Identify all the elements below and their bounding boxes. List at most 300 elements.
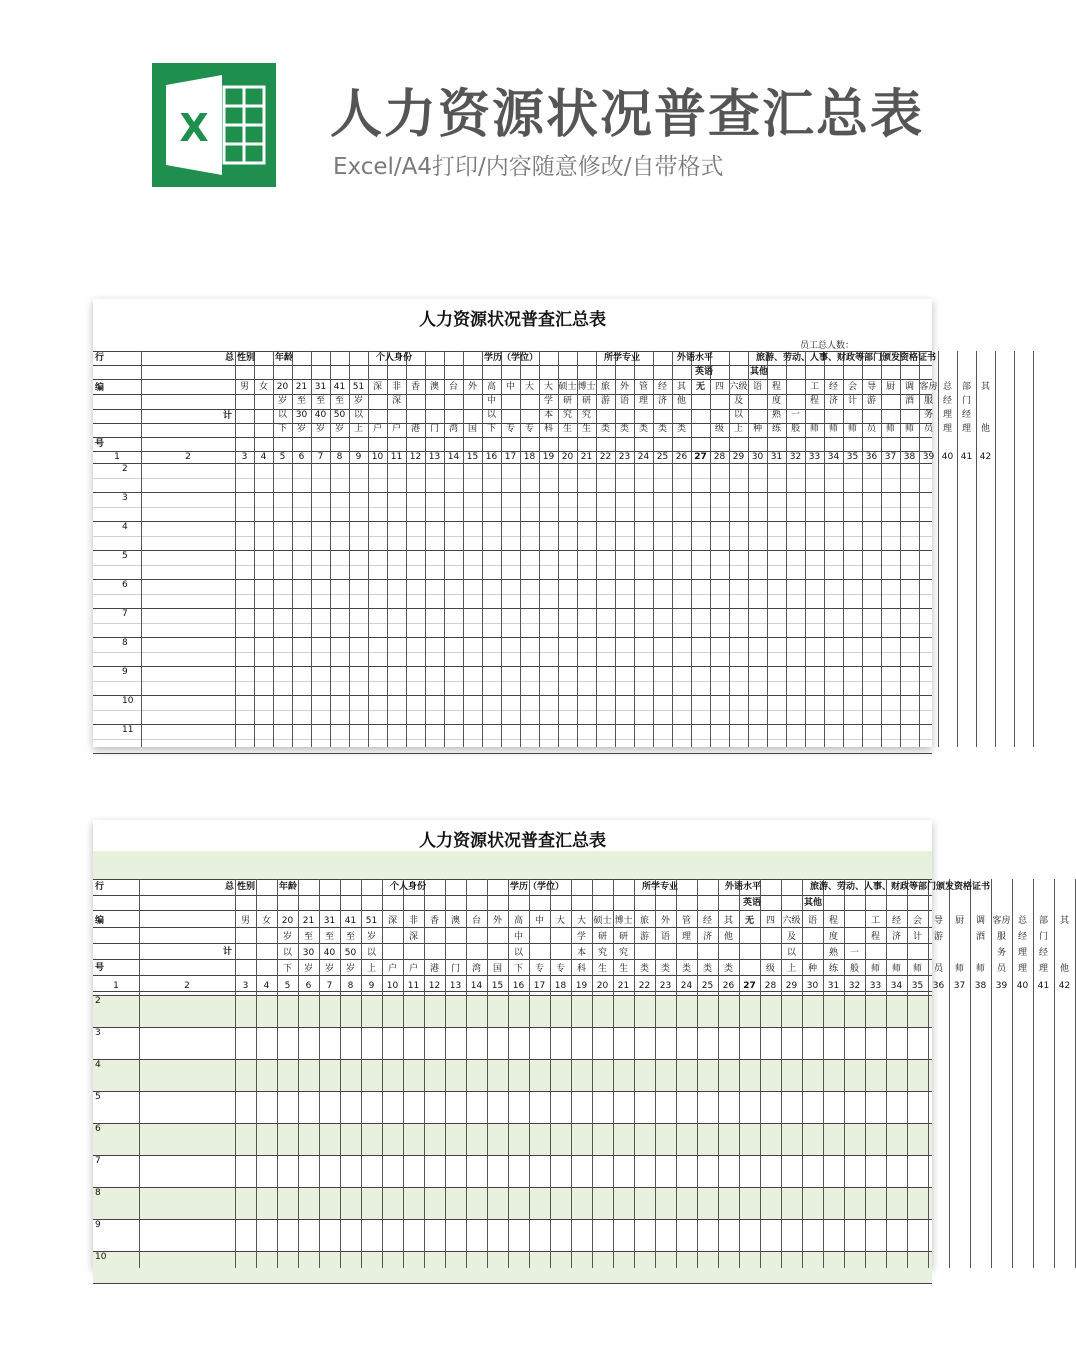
column-header: 计 bbox=[912, 932, 922, 942]
column-header: 中 bbox=[486, 396, 496, 406]
column-header: 厨 bbox=[954, 916, 964, 926]
column-header: 服 bbox=[996, 932, 1006, 942]
column-header: 31 bbox=[314, 382, 327, 392]
column-index: 12 bbox=[428, 981, 441, 991]
grid-line bbox=[139, 879, 140, 1268]
column-header: 生 bbox=[562, 424, 572, 434]
column-header: 类 bbox=[638, 424, 648, 434]
header-english: 英语 bbox=[743, 898, 762, 908]
column-header: 熟 bbox=[771, 410, 781, 420]
column-header: 门 bbox=[1038, 932, 1048, 942]
column-header: 岁 bbox=[296, 424, 306, 434]
grid-line bbox=[382, 879, 383, 1268]
column-index: 31 bbox=[827, 981, 840, 991]
column-header: 部 bbox=[961, 382, 971, 392]
column-header: 服 bbox=[923, 396, 933, 406]
column-header: 至 bbox=[296, 396, 306, 406]
grid-line bbox=[406, 351, 407, 747]
column-header: 岁 bbox=[353, 396, 363, 406]
column-header: 济 bbox=[702, 932, 712, 942]
column-header: 岁 bbox=[282, 932, 292, 942]
column-header: 学 bbox=[543, 396, 553, 406]
grid-line bbox=[93, 1123, 932, 1124]
column-header: 湾 bbox=[448, 424, 458, 434]
column-header: 类 bbox=[657, 424, 667, 434]
grid-line bbox=[93, 739, 932, 740]
summary-grid bbox=[93, 351, 992, 747]
grid-line bbox=[93, 409, 932, 410]
column-header: 导 bbox=[933, 916, 943, 926]
grid-line bbox=[444, 351, 445, 747]
grid-line bbox=[93, 710, 932, 711]
column-header: 深 bbox=[372, 382, 382, 392]
column-index: 36 bbox=[865, 452, 878, 462]
grid-line bbox=[550, 879, 551, 1268]
column-header: 游 bbox=[933, 932, 943, 942]
column-header: 岁 bbox=[277, 396, 287, 406]
grid-line bbox=[844, 879, 845, 1268]
column-index: 3 bbox=[242, 981, 249, 991]
column-header: 以 bbox=[282, 948, 292, 958]
column-header: 客房 bbox=[919, 382, 938, 392]
column-header: 下 bbox=[486, 424, 496, 434]
column-header: 师 bbox=[870, 964, 880, 974]
column-index: 13 bbox=[449, 981, 462, 991]
column-header: 一 bbox=[849, 948, 859, 958]
grid-line bbox=[93, 1155, 932, 1156]
column-index: 35 bbox=[911, 981, 924, 991]
column-header: 生 bbox=[618, 964, 628, 974]
grid-line bbox=[760, 879, 761, 1268]
header-english: 英语 bbox=[695, 367, 714, 377]
column-header: 理 bbox=[638, 396, 648, 406]
column-header: 专 bbox=[534, 964, 544, 974]
grid-line bbox=[93, 521, 932, 522]
column-header: 练 bbox=[828, 964, 838, 974]
row-number: 6 bbox=[122, 580, 128, 590]
grid-line bbox=[739, 879, 740, 1268]
column-header: 类 bbox=[676, 424, 686, 434]
column-header: 经 bbox=[1038, 948, 1048, 958]
grid-line bbox=[520, 351, 521, 747]
column-header: 旅 bbox=[600, 382, 610, 392]
column-header: 澳 bbox=[429, 382, 439, 392]
column-index: 37 bbox=[953, 981, 966, 991]
column-index: 2 bbox=[185, 452, 191, 462]
header-education: 学历（学位） bbox=[510, 882, 565, 892]
column-header: 究 bbox=[581, 410, 591, 420]
column-header: 专 bbox=[524, 424, 534, 434]
column-index: 1 bbox=[113, 981, 119, 991]
column-header: 其 bbox=[676, 382, 686, 392]
column-header: 师 bbox=[885, 424, 895, 434]
column-index: 32 bbox=[848, 981, 861, 991]
column-header: 30 bbox=[302, 948, 315, 958]
row-number: 10 bbox=[95, 1252, 107, 1262]
header-identity: 个人身份 bbox=[390, 882, 427, 892]
grid-line bbox=[256, 879, 257, 1268]
column-header: 员 bbox=[923, 424, 933, 434]
column-header: 师 bbox=[809, 424, 819, 434]
column-header: 及 bbox=[733, 396, 743, 406]
row-number: 5 bbox=[122, 551, 128, 561]
column-header: 程 bbox=[809, 396, 819, 406]
column-index: 40 bbox=[1016, 981, 1029, 991]
header-major: 所学专业 bbox=[642, 882, 679, 892]
column-header: 客房 bbox=[992, 916, 1011, 926]
column-header: 硕士 bbox=[593, 916, 612, 926]
side-label: 编 bbox=[95, 383, 105, 393]
column-index: 9 bbox=[368, 981, 375, 991]
column-header: 国 bbox=[467, 424, 477, 434]
row-number: 7 bbox=[95, 1156, 101, 1166]
column-index: 41 bbox=[1037, 981, 1050, 991]
column-header: 外 bbox=[492, 916, 502, 926]
column-header: 30 bbox=[295, 410, 308, 420]
grid-line bbox=[93, 724, 932, 725]
column-header: 岁 bbox=[303, 964, 313, 974]
column-header: 专 bbox=[505, 424, 515, 434]
column-header: 员 bbox=[866, 424, 876, 434]
row-band bbox=[93, 1123, 932, 1155]
header-row-no: 行 bbox=[95, 882, 105, 892]
column-index: 33 bbox=[808, 452, 821, 462]
grid-line bbox=[93, 437, 932, 438]
header-gender: 性别 bbox=[237, 353, 256, 363]
column-header: 台 bbox=[448, 382, 458, 392]
column-header: 门 bbox=[450, 964, 460, 974]
column-index: 33 bbox=[869, 981, 882, 991]
column-header: 程 bbox=[870, 932, 880, 942]
column-index: 34 bbox=[890, 981, 903, 991]
column-header: 游 bbox=[600, 396, 610, 406]
column-header: 程 bbox=[828, 916, 838, 926]
column-header: 级 bbox=[765, 964, 775, 974]
column-header: 门 bbox=[429, 424, 439, 434]
column-index: 15 bbox=[491, 981, 504, 991]
column-header: 本 bbox=[576, 948, 586, 958]
column-index: 25 bbox=[701, 981, 714, 991]
column-index: 3 bbox=[241, 452, 248, 462]
column-header: 研 bbox=[618, 932, 628, 942]
header-major: 所学专业 bbox=[604, 353, 641, 363]
column-header: 40 bbox=[314, 410, 327, 420]
column-index: 29 bbox=[785, 981, 798, 991]
column-header: 会 bbox=[847, 382, 857, 392]
column-header: 研 bbox=[562, 396, 572, 406]
column-header: 以 bbox=[786, 948, 796, 958]
column-header: 澳 bbox=[450, 916, 460, 926]
grid-line bbox=[93, 1283, 932, 1284]
column-header: 调 bbox=[904, 382, 914, 392]
grid-line bbox=[141, 351, 142, 747]
grid-line bbox=[672, 351, 673, 747]
header-age: 年龄 bbox=[275, 353, 294, 363]
column-header: 上 bbox=[353, 424, 363, 434]
column-index: 19 bbox=[575, 981, 588, 991]
column-header: 外 bbox=[660, 916, 670, 926]
row-number: 11 bbox=[122, 725, 134, 735]
grid-line bbox=[93, 623, 932, 624]
page-header bbox=[0, 0, 1024, 230]
column-index: 20 bbox=[596, 981, 609, 991]
column-header: 以 bbox=[486, 410, 496, 420]
grid-line bbox=[93, 608, 932, 609]
column-header: 以 bbox=[366, 948, 376, 958]
column-header: 经 bbox=[942, 396, 952, 406]
grid-line bbox=[466, 879, 467, 1268]
column-header: 理 bbox=[961, 424, 971, 434]
grid-line bbox=[93, 365, 932, 366]
column-header: 下 bbox=[277, 424, 287, 434]
column-index: 39 bbox=[922, 452, 935, 462]
row-number: 9 bbox=[122, 667, 128, 677]
column-header: 大 bbox=[576, 916, 586, 926]
column-index: 17 bbox=[504, 452, 517, 462]
grid-line bbox=[487, 879, 488, 1268]
column-header: 理 bbox=[942, 410, 952, 420]
row-number: 8 bbox=[122, 638, 128, 648]
column-header: 户 bbox=[391, 424, 401, 434]
column-index: 41 bbox=[960, 452, 973, 462]
column-header: 其 bbox=[723, 916, 733, 926]
column-header: 语 bbox=[619, 396, 629, 406]
page-subtitle: Excel/A4打印/内容随意修改/自带格式 bbox=[333, 154, 724, 180]
grid-line bbox=[802, 879, 803, 1268]
column-index: 40 bbox=[941, 452, 954, 462]
spreadsheet-preview-plain bbox=[93, 299, 992, 747]
column-header: 本 bbox=[543, 410, 553, 420]
column-header: 厨 bbox=[885, 382, 895, 392]
column-header: 台 bbox=[471, 916, 481, 926]
column-header: 类 bbox=[639, 964, 649, 974]
column-index: 6 bbox=[305, 981, 312, 991]
column-header: 51 bbox=[365, 916, 378, 926]
column-header: 岁 bbox=[334, 424, 344, 434]
header-foreign-language: 外语水平 bbox=[725, 882, 762, 892]
column-index: 28 bbox=[764, 981, 777, 991]
grid-line bbox=[93, 753, 932, 754]
total-employees-label: 员工总人数： bbox=[799, 341, 854, 351]
column-header: 湾 bbox=[471, 964, 481, 974]
side-label: 号 bbox=[95, 439, 105, 449]
column-index: 21 bbox=[580, 452, 593, 462]
row-number: 4 bbox=[122, 522, 128, 532]
column-index: 9 bbox=[355, 452, 362, 462]
column-index: 8 bbox=[336, 452, 343, 462]
row-number: 3 bbox=[122, 493, 128, 503]
grid-line bbox=[93, 507, 932, 508]
column-header: 21 bbox=[302, 916, 315, 926]
column-index: 18 bbox=[523, 452, 536, 462]
column-header: 中 bbox=[534, 916, 544, 926]
row-number: 5 bbox=[95, 1092, 101, 1102]
column-header: 深 bbox=[387, 916, 397, 926]
grid-line bbox=[1014, 351, 1015, 747]
column-header: 女 bbox=[261, 916, 271, 926]
column-header: 非 bbox=[408, 916, 418, 926]
column-header: 31 bbox=[323, 916, 336, 926]
grid-line bbox=[93, 565, 932, 566]
column-header: 50 bbox=[333, 410, 346, 420]
column-header: 他 bbox=[676, 396, 686, 406]
column-header: 研 bbox=[597, 932, 607, 942]
column-header: 济 bbox=[657, 396, 667, 406]
row-band bbox=[93, 1251, 932, 1283]
column-index: 11 bbox=[407, 981, 420, 991]
grid-line bbox=[93, 652, 932, 653]
column-header: 科 bbox=[543, 424, 553, 434]
column-index: 14 bbox=[470, 981, 483, 991]
grid-line bbox=[93, 910, 932, 911]
column-header: 四 bbox=[714, 382, 724, 392]
header-total: 总 bbox=[225, 353, 235, 363]
column-header: 以 bbox=[733, 410, 743, 420]
column-header: 务 bbox=[996, 948, 1006, 958]
grid-line bbox=[93, 550, 932, 551]
column-header: 师 bbox=[847, 424, 857, 434]
column-header: 50 bbox=[344, 948, 357, 958]
column-index: 42 bbox=[979, 452, 992, 462]
column-header: 大 bbox=[543, 382, 553, 392]
grid-line bbox=[93, 594, 932, 595]
column-header: 练 bbox=[771, 424, 781, 434]
column-header: 师 bbox=[904, 424, 914, 434]
header-age: 年龄 bbox=[279, 882, 298, 892]
row-number: 10 bbox=[122, 696, 134, 706]
column-header: 般 bbox=[790, 424, 800, 434]
row-band bbox=[93, 1187, 932, 1219]
column-header: 师 bbox=[954, 964, 964, 974]
column-header: 20 bbox=[276, 382, 289, 392]
column-header: 经 bbox=[657, 382, 667, 392]
column-index: 22 bbox=[599, 452, 612, 462]
grid-line bbox=[501, 351, 502, 747]
column-header: 21 bbox=[295, 382, 308, 392]
header-foreign-language: 外语水平 bbox=[677, 353, 714, 363]
side-label: 计 bbox=[223, 411, 233, 421]
grid-line bbox=[615, 351, 616, 747]
column-header: 下 bbox=[513, 964, 523, 974]
column-index: 21 bbox=[617, 981, 630, 991]
grid-line bbox=[387, 351, 388, 747]
grid-line bbox=[235, 351, 236, 747]
grid-line bbox=[93, 579, 932, 580]
header-certificates: 旅游、劳动、人事、财政等部门颁发资格证书 bbox=[810, 882, 991, 892]
header-row-no: 行 bbox=[95, 353, 105, 363]
sheet-title: 人力资源状况普查汇总表 bbox=[419, 831, 606, 851]
column-header: 理 bbox=[1038, 964, 1048, 974]
column-header: 经 bbox=[828, 382, 838, 392]
column-index: 10 bbox=[371, 452, 384, 462]
column-header: 大 bbox=[524, 382, 534, 392]
grid-line bbox=[710, 351, 711, 747]
grid-line bbox=[653, 351, 654, 747]
column-index: 14 bbox=[447, 452, 460, 462]
column-header: 其 bbox=[980, 382, 990, 392]
column-header: 语 bbox=[807, 916, 817, 926]
column-header: 管 bbox=[638, 382, 648, 392]
grid-line bbox=[93, 492, 932, 493]
column-header: 女 bbox=[258, 382, 268, 392]
grid-line bbox=[235, 879, 236, 1268]
column-header: 至 bbox=[303, 932, 313, 942]
column-index: 15 bbox=[466, 452, 479, 462]
grid-line bbox=[93, 681, 932, 682]
column-header: 员 bbox=[933, 964, 943, 974]
column-index: 5 bbox=[284, 981, 291, 991]
grid-line bbox=[425, 351, 426, 747]
column-header: 四 bbox=[765, 916, 775, 926]
column-header: 管 bbox=[681, 916, 691, 926]
grid-line bbox=[93, 478, 932, 479]
column-header: 程 bbox=[771, 382, 781, 392]
column-header: 至 bbox=[334, 396, 344, 406]
column-header: 其 bbox=[1059, 916, 1069, 926]
column-header: 科 bbox=[576, 964, 586, 974]
row-band bbox=[93, 1059, 932, 1091]
column-header: 门 bbox=[961, 396, 971, 406]
column-header: 导 bbox=[866, 382, 876, 392]
column-header: 师 bbox=[975, 964, 985, 974]
column-header: 经 bbox=[961, 410, 971, 420]
side-label: 号 bbox=[95, 963, 105, 973]
column-header: 学 bbox=[576, 932, 586, 942]
grid-line bbox=[529, 879, 530, 1268]
column-header: 非 bbox=[391, 382, 401, 392]
grid-line bbox=[424, 879, 425, 1268]
row-number: 8 bbox=[95, 1188, 101, 1198]
header-other: 其他 bbox=[804, 898, 823, 908]
column-header: 旅 bbox=[639, 916, 649, 926]
column-header: 部 bbox=[1038, 916, 1048, 926]
column-header: 41 bbox=[344, 916, 357, 926]
grid-line bbox=[445, 879, 446, 1268]
column-header: 以 bbox=[277, 410, 287, 420]
grid-line bbox=[596, 351, 597, 747]
column-header: 至 bbox=[324, 932, 334, 942]
column-header: 六级 bbox=[782, 916, 801, 926]
column-index: 23 bbox=[659, 981, 672, 991]
column-header: 男 bbox=[240, 916, 250, 926]
column-header: 师 bbox=[912, 964, 922, 974]
column-index: 31 bbox=[770, 452, 783, 462]
column-index: 25 bbox=[656, 452, 669, 462]
column-header: 港 bbox=[410, 424, 420, 434]
column-header: 熟 bbox=[828, 948, 838, 958]
column-index: 8 bbox=[347, 981, 354, 991]
column-header: 岁 bbox=[345, 964, 355, 974]
column-header: 岁 bbox=[366, 932, 376, 942]
column-index: 11 bbox=[390, 452, 403, 462]
excel-logo-icon bbox=[152, 63, 276, 187]
grid-line bbox=[843, 351, 844, 747]
column-header: 酒 bbox=[904, 396, 914, 406]
column-header: 中 bbox=[513, 932, 523, 942]
column-index: 22 bbox=[638, 981, 651, 991]
column-index: 37 bbox=[884, 452, 897, 462]
column-header: 户 bbox=[408, 964, 418, 974]
row-band bbox=[93, 851, 932, 879]
grid-line bbox=[93, 1251, 932, 1252]
grid-line bbox=[93, 695, 932, 696]
column-header: 类 bbox=[723, 964, 733, 974]
grid-line bbox=[93, 1091, 932, 1092]
column-header: 种 bbox=[807, 964, 817, 974]
grid-line bbox=[93, 1059, 932, 1060]
sheet-title: 人力资源状况普查汇总表 bbox=[419, 310, 606, 330]
column-header: 游 bbox=[866, 396, 876, 406]
